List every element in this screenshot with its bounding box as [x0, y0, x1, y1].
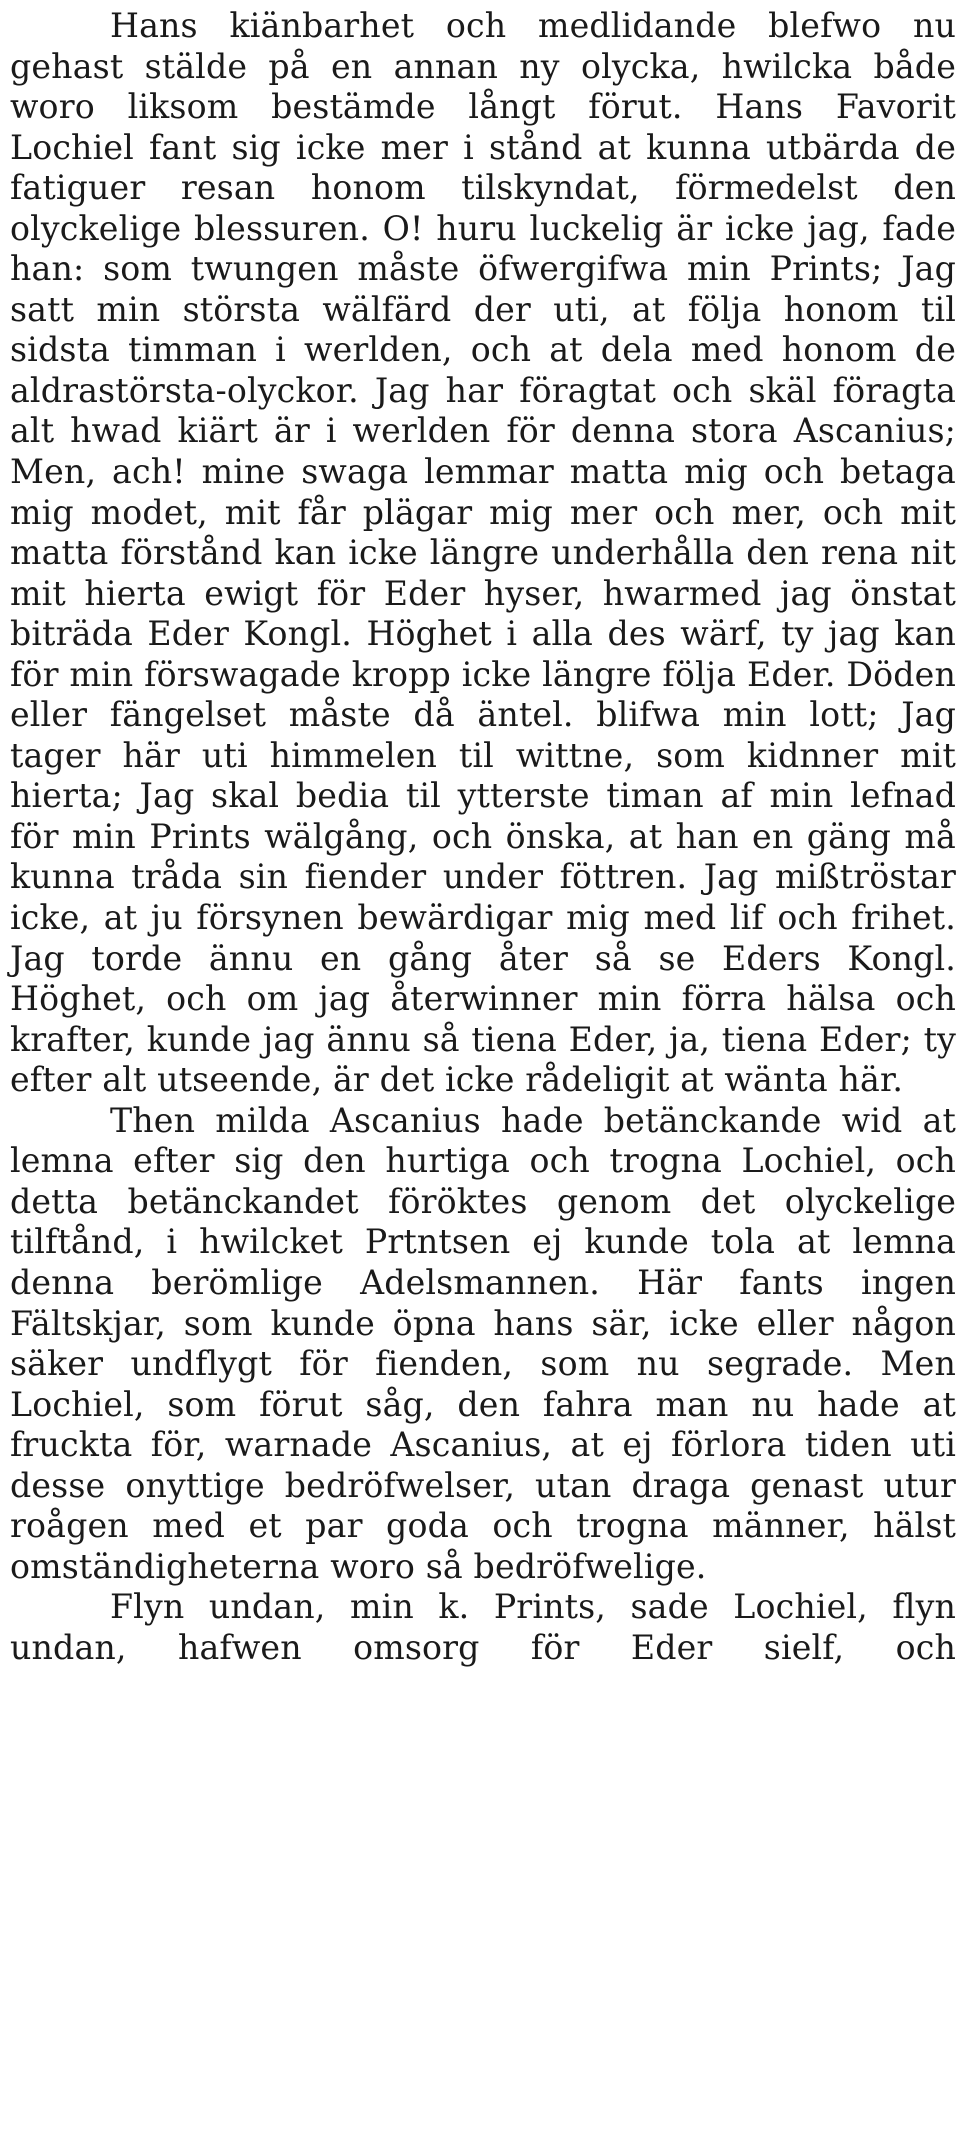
paragraph-flee-plea: Flyn undan, min k. Prints, sade Lochiel, flyn undan, hafwen omsorg för Eder sielf, och: [10, 1587, 956, 1667]
paragraph-lochiel-speech: Hans kiänbarhet och medlidande blefwo nu gehast stälde på en annan ny olycka, hwilcka både woro liksom bestämde långt förut. Hans Favorit Lochiel fant sig icke mer i stånd at kunna utbärda de fatiguer resan honom tilskyndat, förmedelst den olyckelige blessuren. O! huru luckelig är icke jag, fade han: som twungen måste öfwergifwa min Prints; Jag satt min största wälfärd der uti, at följa honom til sidsta timman i werlden, och at dela med honom de aldrastörsta-olyckor. Jag har föragtat och skäl föragta alt hwad kiärt är i werlden för denna stora Ascanius; Men, ach! mine swaga lemmar matta mig och betaga mig modet, mit får plägar mig mer och mer, och mit matta förstånd kan icke längre underhålla den rena nit mit hierta ewigt för Eder hyser, hwarmed jag önstat biträda Eder Kongl. Höghet i alla des wärf, ty jag kan för min förswagade kropp icke längre följa Eder. Döden eller fängelset måste då äntel. blifwa min lott; Jag tager här uti himmelen til wittne, som kidnner mit hierta; Jag skal bedia til ytterste timan af min lefnad för min Prints wälgång, och önska, at han en gäng må kunna tråda sin fiender under föttren. Jag mißtröstar icke, at ju försynen bewärdigar mig med lif och frihet. Jag torde ännu en gång åter så se Eders Kongl. Höghet, och om jag återwinner min förra hälsa och krafter, kunde jag ännu så tiena Eder, ja, tiena Eder; ty efter alt utseende, är det icke rådeligit at wänta här.: [10, 6, 956, 1100]
paragraph-ascanius-hesitation: Then milda Ascanius hade betänckande wid at lemna efter sig den hurtiga och trogna Lochiel, och detta betänckandet föröktes genom det olyckelige tilftånd, i hwilcket Prtntsen ej kunde tola at lemna denna berömlige Adelsmannen. Här fants ingen Fältskjar, som kunde öpna hans sär, icke eller någon säker undflygt för fienden, som nu segrade. Men Lochiel, som förut såg, den fahra man nu hade at fruckta för, warnade Ascanius, at ej förlora tiden uti desse onyttige bedröfwelser, utan draga genast utur roågen med et par goda och trogna männer, hälst omständigheterna woro så bedröfwelige.: [10, 1100, 956, 1586]
book-page-text: [10, 6, 956, 1668]
